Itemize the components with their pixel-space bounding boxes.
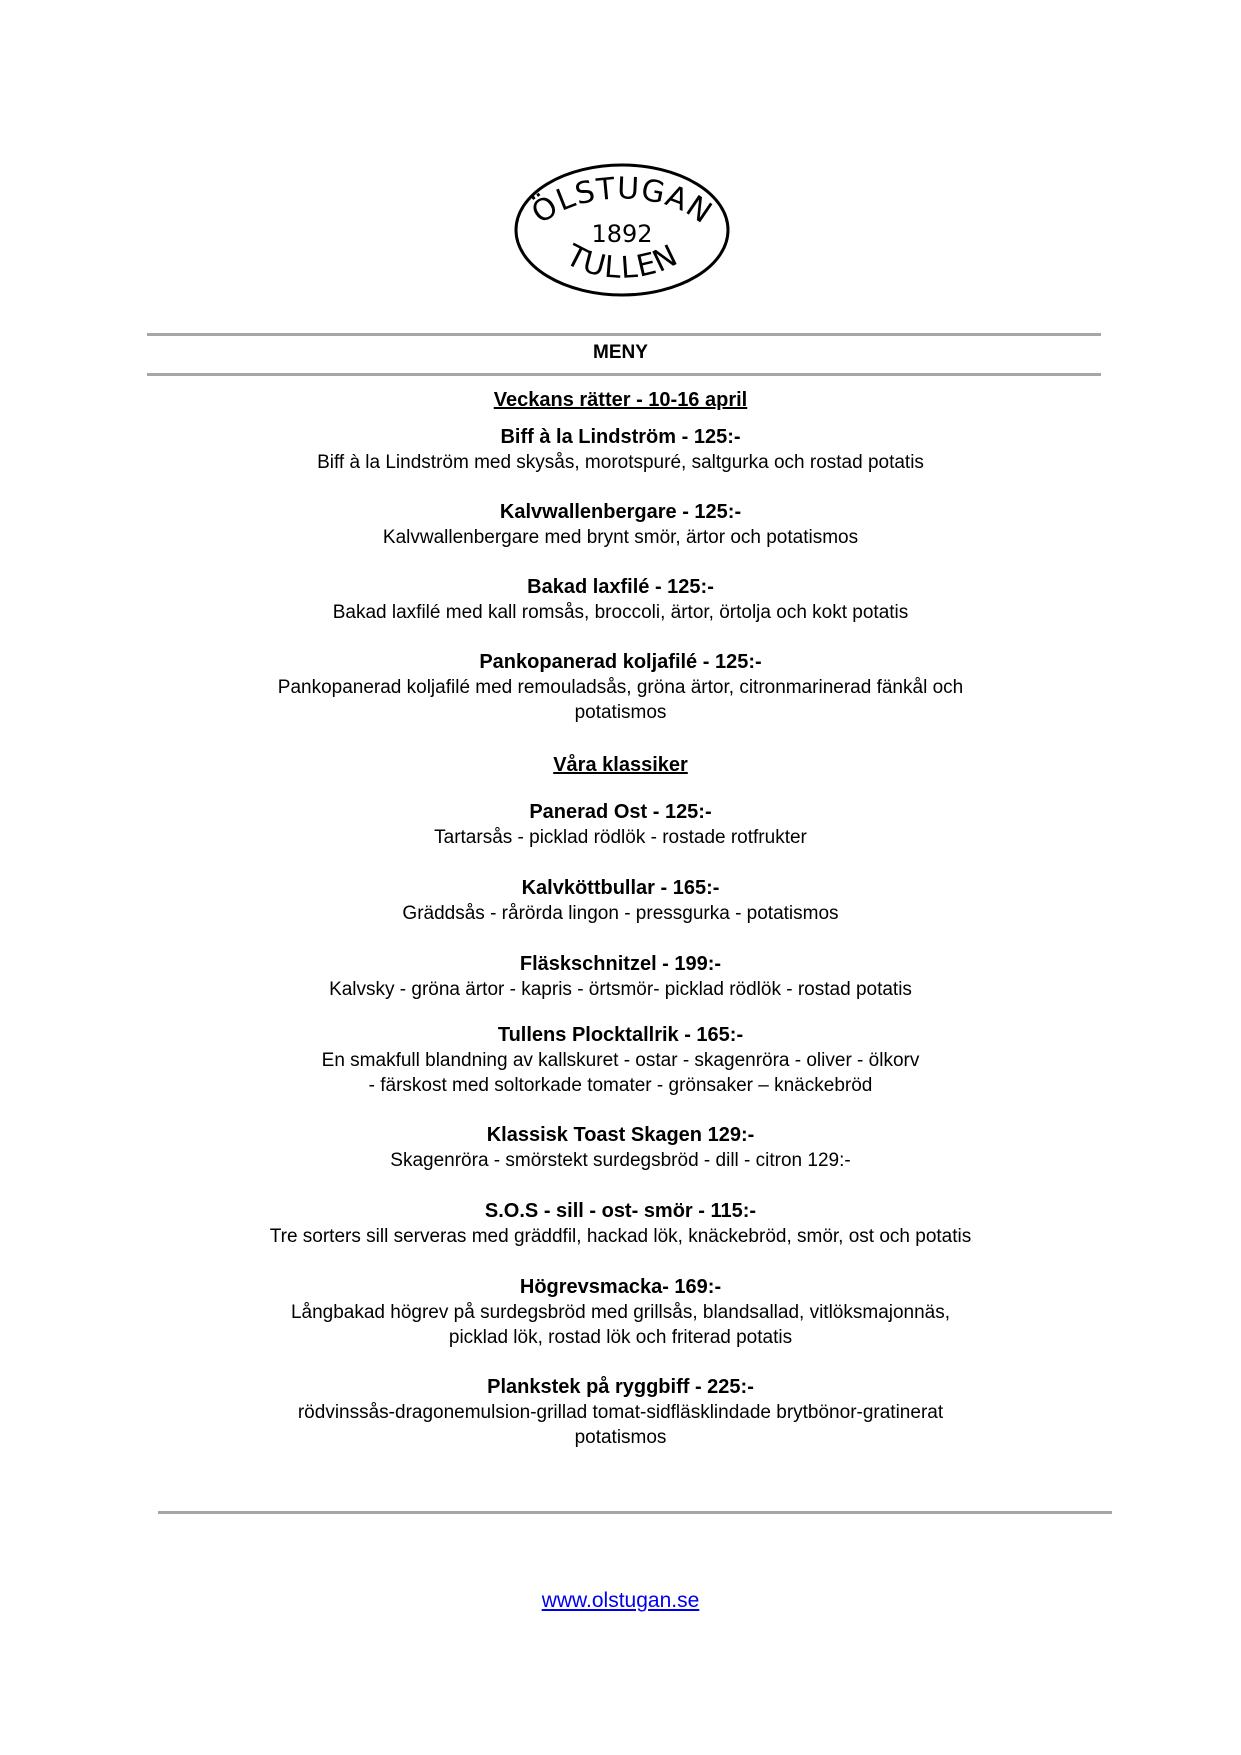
- menu-item: [0, 800, 1241, 850]
- website-link[interactable]: www.olstugan.se: [541, 1589, 700, 1612]
- dish-title: S.O.S - sill - ost- smör - 115:-: [484, 1200, 757, 1222]
- menu-item: [0, 1275, 1241, 1350]
- menu-item: [0, 1123, 1241, 1173]
- dish-description: Kalvsky - gröna ärtor - kapris - örtsmör- picklad rödlök - rostad potatis: [329, 979, 912, 1000]
- dish-description: Skagenröra - smörstekt surdegsbröd - dill - citron 129:-: [390, 1150, 851, 1171]
- menu-item: [0, 575, 1241, 625]
- dish-description-line: - färskost med soltorkade tomater - grönsaker – knäckebröd: [368, 1075, 873, 1096]
- menu-item: [0, 1199, 1241, 1249]
- dish-description-line: En smakfull blandning av kallskuret - ostar - skagenröra - oliver - ölkorv: [321, 1050, 920, 1071]
- dish-description-line: rödvinssås-dragonemulsion-grillad tomat-sidfläsklindade brytbönor-gratinerat: [297, 1402, 944, 1423]
- menu-item: [0, 500, 1241, 550]
- dish-title: Kalvwallenbergare - 125:-: [499, 501, 742, 523]
- logo-bottom-text: TULLEN: [560, 238, 684, 286]
- dish-description-line: picklad lök, rostad lök och friterad potatis: [448, 1327, 793, 1348]
- dish-description: Gräddsås - rårörda lingon - pressgurka - potatismos: [402, 903, 839, 924]
- dish-description: Tartarsås - picklad rödlök - rostade rotfrukter: [434, 827, 807, 848]
- logo-top-text: ÖLSTUGAN: [525, 171, 719, 232]
- menu-item: [0, 1375, 1241, 1450]
- dish-description-line: potatismos: [574, 702, 667, 723]
- dish-description: Biff à la Lindström med skysås, morotspuré, saltgurka och rostad potatis: [317, 452, 924, 473]
- dish-title: Klassisk Toast Skagen 129:-: [486, 1124, 755, 1146]
- top-rule: [147, 333, 1101, 336]
- menu-heading: MENY: [593, 342, 648, 363]
- dish-title: Högrevsmacka- 169:-: [519, 1276, 722, 1298]
- dish-description-line: potatismos: [574, 1427, 667, 1448]
- dish-title: Pankopanerad koljafilé - 125:-: [479, 651, 762, 673]
- menu-item: [0, 425, 1241, 475]
- dish-description: Tre sorters sill serveras med gräddfil, hackad lök, knäckebröd, smör, ost och potatis: [269, 1226, 972, 1247]
- menu-item: [0, 952, 1241, 1002]
- menu-item: [0, 1023, 1241, 1098]
- dish-description-line: Långbakad högrev på surdegsbröd med grillsås, blandsallad, vitlöksmajonnäs,: [290, 1302, 951, 1323]
- dish-title: Plankstek på ryggbiff - 225:-: [487, 1376, 754, 1398]
- dish-title: Kalvköttbullar - 165:-: [521, 877, 720, 899]
- logo-year: 1892: [591, 220, 653, 248]
- classics-section-title: Våra klassiker: [553, 754, 688, 776]
- dish-description: Kalvwallenbergare med brynt smör, ärtor och potatismos: [382, 527, 859, 548]
- dish-title: Bakad laxfilé - 125:-: [527, 576, 714, 598]
- dish-title: Panerad Ost - 125:-: [529, 801, 712, 823]
- olstugan-tullen-logo: [513, 162, 731, 298]
- dish-description: Bakad laxfilé med kall romsås, broccoli, ärtor, örtolja och kokt potatis: [332, 602, 909, 623]
- menu-item: [0, 650, 1241, 725]
- menu-item: [0, 876, 1241, 926]
- dish-description-line: Pankopanerad koljafilé med remouladsås, gröna ärtor, citronmarinerad fänkål och: [277, 677, 964, 698]
- dish-title: Biff à la Lindström - 125:-: [500, 426, 741, 448]
- menu-content: [0, 387, 1241, 1450]
- header-rule: [147, 373, 1101, 376]
- weekly-section-title: Veckans rätter - 10-16 april: [493, 389, 748, 411]
- bottom-rule: [158, 1511, 1112, 1514]
- dish-title: Tullens Plocktallrik - 165:-: [497, 1024, 744, 1046]
- dish-title: Fläskschnitzel - 199:-: [519, 953, 722, 975]
